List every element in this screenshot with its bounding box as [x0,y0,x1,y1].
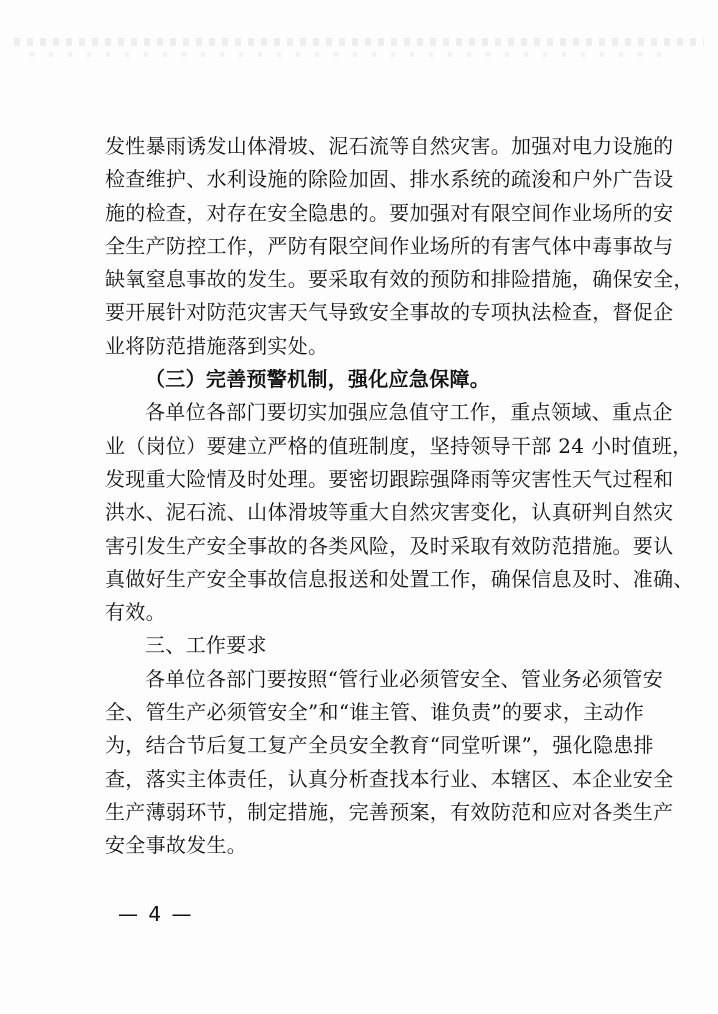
text-line: 缺氧窒息事故的发生。要采取有效的预防和排险措施，确保安全， [105,267,694,292]
text-line: 害引发生产安全事故的各类风险，及时采取有效防范措施。要认 [105,533,674,558]
text-line: 为，结合节后复工复产全员安全教育“同堂听课”，强化隐患排 [105,733,654,758]
page-number: — 4 — [118,902,194,926]
text-line: 业（岗位）要建立严格的值班制度，坚持领导干部 24 小时值班， [105,433,693,458]
text-line: 生产薄弱环节，制定措施，完善预案，有效防范和应对各类生产 [105,799,674,824]
text-line: 施的检查，对存在安全隐患的。要加强对有限空间作业场所的安 [105,200,674,225]
text-line: 全、管生产必须管安全”和“谁主管、谁负责”的要求，主动作 [105,700,645,725]
scan-artifact [30,52,670,57]
section-heading: （三）完善预警机制，强化应急保障。 [145,367,491,392]
text-line: 各单位各部门要按照“管行业必须管安全、管业务必须管安 [145,666,664,691]
text-line: 业将防范措施落到实处。 [105,333,329,358]
scan-artifact [14,38,704,46]
text-line: 各单位各部门要切实加强应急值守工作，重点领域、重点企 [145,400,673,425]
text-line: 发性暴雨诱发山体滑坡、泥石流等自然灾害。加强对电力设施的 [105,134,674,158]
text-line: 安全事故发生。 [105,833,248,858]
text-line: 真做好生产安全事故信息报送和处置工作，确保信息及时、准确、 [105,566,694,591]
text-line: 洪水、泥石流、山体滑坡等重大自然灾害变化，认真研判自然灾 [105,500,674,525]
text-line: 全生产防控工作，严防有限空间作业场所的有害气体中毒事故与 [105,233,674,258]
text-line: 有效。 [105,600,166,625]
document-body [105,130,694,863]
section-heading: 三、工作要求 [145,633,267,658]
text-line: 发现重大险情及时处理。要密切跟踪强降雨等灾害性天气过程和 [105,466,674,491]
text-line: 检查维护、水利设施的除险加固、排水系统的疏浚和户外广告设 [105,167,674,192]
text-line: 查，落实主体责任，认真分析查找本行业、本辖区、本企业安全 [105,766,674,791]
text-line: 要开展针对防范灾害天气导致安全事故的专项执法检查，督促企 [105,300,674,325]
